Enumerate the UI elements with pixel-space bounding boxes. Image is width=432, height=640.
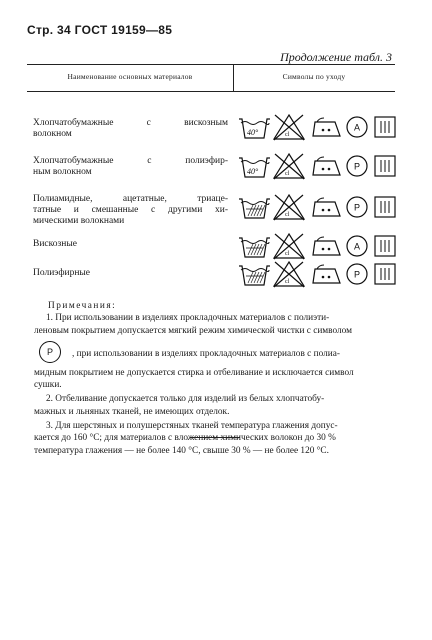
- wash-tub-icon: [239, 158, 270, 177]
- note-1-symbol-line: [34, 339, 400, 367]
- table-header-rule: [27, 91, 395, 92]
- drying-icon: [375, 264, 395, 284]
- notes-section: [34, 300, 400, 457]
- material-polyamide-acetate: Полиамидные, ацетатные, триаце- татные и смешанные с другими хи- мическими волокнами: [33, 194, 228, 226]
- table-continuation-label: Продолжение табл. 3: [280, 50, 392, 64]
- care-symbols-row-4: [237, 231, 397, 261]
- dry-clean-icon: [347, 264, 367, 284]
- material-viscose: Вискозные: [33, 239, 77, 249]
- table-top-rule: [27, 64, 395, 65]
- material-cotton-polyester: Хлопчатобумажные с полиэфир- ным волокном: [33, 156, 228, 177]
- end-of-table-rule: [190, 437, 240, 438]
- note-1-line-3: , при использовании в изделиях прокладочных материалов с полиа-: [72, 348, 340, 359]
- no-bleach-icon: [274, 115, 304, 140]
- no-bleach-icon: [274, 262, 304, 287]
- svg-text:cl: cl: [285, 251, 290, 257]
- dry-clean-icon: [347, 236, 367, 256]
- svg-text:40°: 40°: [247, 128, 259, 137]
- iron-icon: [313, 198, 340, 216]
- no-bleach-icon: [274, 195, 304, 220]
- drying-icon: [375, 197, 395, 217]
- notes-title: Примечания:: [48, 301, 117, 311]
- note-1-line-5: сушки.: [34, 380, 62, 391]
- wash-tub-icon: [239, 199, 270, 218]
- iron-icon: [313, 118, 340, 136]
- svg-text:P: P: [353, 202, 361, 213]
- page-header: Стр. 34 ГОСТ 19159—85: [27, 23, 173, 37]
- svg-text:cl: cl: [285, 279, 290, 285]
- wash-tub-icon: [239, 119, 270, 138]
- no-bleach-icon: [274, 154, 304, 179]
- note-3-line-2: кается до 160 °С; для материалов с вложением химических волокон до 30 %: [34, 433, 336, 444]
- dry-clean-icon: [347, 156, 367, 176]
- svg-text:P: P: [353, 161, 361, 172]
- iron-icon: [313, 265, 340, 283]
- care-symbols-row-5: [237, 259, 397, 289]
- care-symbols-row-1: [237, 112, 397, 142]
- note-2-line-2: мажных и льняных тканей, не имеющих отделок.: [34, 406, 230, 417]
- svg-text:cl: cl: [285, 171, 290, 177]
- care-symbols-row-2: [237, 151, 397, 181]
- drying-icon: [375, 117, 395, 137]
- dry-clean-icon: [347, 117, 367, 137]
- note-3-line-3: температура глажения — не более 140 °С, свыше 30 % — не более 120 °С.: [34, 445, 329, 456]
- drying-icon: [375, 236, 395, 256]
- svg-text:cl: cl: [285, 212, 290, 218]
- dry-clean-p-icon: P: [39, 341, 61, 363]
- note-1-line-2: леновым покрытием допускается мягкий режим химической чистки с символом: [34, 325, 353, 336]
- svg-text:A: A: [353, 241, 361, 252]
- iron-icon: [313, 237, 340, 255]
- svg-text:40°: 40°: [247, 167, 259, 176]
- care-symbols-row-3: [237, 192, 397, 222]
- material-polyester: Полиэфирные: [33, 268, 91, 278]
- care-table: [27, 64, 395, 300]
- material-cotton-viscose: Хлопчатобумажные с вискозным волокном: [33, 118, 228, 139]
- note-2-line-1: 2. Отбеливание допускается только для изделий из белых хлопчатобу-: [46, 394, 325, 405]
- note-1-line-1: 1. При использовании в изделиях прокладочных материалов с полиэти-: [46, 313, 330, 324]
- note-3-line-1: 3. Для шерстяных и полушерстяных тканей температура глажения допус-: [46, 421, 338, 432]
- column-header-care-symbols: Символы по уходу: [282, 72, 346, 81]
- wash-tub-icon: [239, 266, 270, 285]
- no-bleach-icon: [274, 234, 304, 259]
- drying-icon: [375, 156, 395, 176]
- wash-tub-icon: [239, 238, 270, 257]
- dry-clean-icon: [347, 197, 367, 217]
- svg-text:P: P: [353, 269, 361, 280]
- note-1-line-4: мидным покрытием не допускается стирка и отбеливание и исключается символ: [34, 367, 354, 378]
- iron-icon: [313, 157, 340, 175]
- svg-text:A: A: [353, 122, 361, 133]
- svg-text:cl: cl: [285, 132, 290, 138]
- column-header-materials: Наименование основных материалов: [67, 72, 193, 81]
